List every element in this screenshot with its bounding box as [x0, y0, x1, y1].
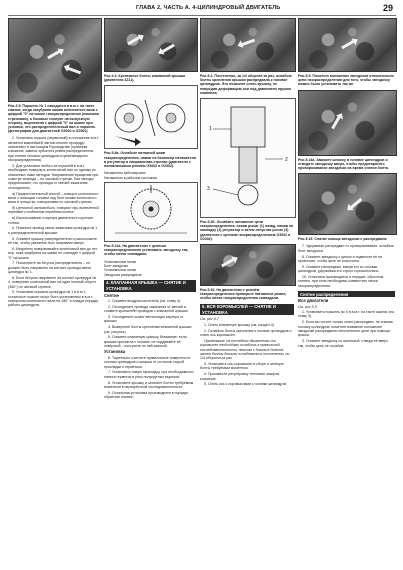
subheading: См. рис.5.7 — [200, 317, 219, 322]
caption-fig-5-2: Рис.5.2. Постепенно, за 1/4 оборота за раз, ослабьте болты крепления крышки распредвала к головке цилиндров. Это позволит снять крышку, не повредив деформацию оси под давлением пружин клапанов. — [200, 74, 293, 95]
photo-fig-4-4 — [104, 18, 198, 72]
caption-fig-5-14a: Рис.5.14а. Зажмите шпилку в головке цилиндров и отведите звездочку вверх, чтобы предотвратить проворачивание звездочки на время снятия болта. — [298, 157, 389, 171]
label-fig-5-6a: Натяжитель заблокирован — [104, 171, 146, 176]
photo-fig-3-5 — [8, 18, 102, 102]
paragraph: 8. Установите крышку и затяните болты требуемым моментом в перекрёстной последовательности. — [104, 380, 194, 389]
chain-tensioner-diagram — [201, 99, 295, 217]
paragraph: 3. Для установки любого из поршней в в.м.т. необходимо повернуть коленчатый вал по одному из описанных ниже методов. Направление вращения при осмотре спереди – по часовой стрелке. Все методы предполагают, что провода от свечей зажигания отсоединены. — [8, 163, 99, 190]
paragraph: 5. Снимите клапанную крышку. Внимание: если крышка прилипла к головке, не поддевайте её отвёрткой – постучите по ней киянкой. — [104, 335, 187, 349]
drawing-fig-5-6a — [104, 85, 198, 149]
arrow-icon — [221, 258, 235, 268]
column-3 — [200, 18, 294, 388]
subheading: Все двигатели — [298, 298, 329, 304]
column-1 — [8, 18, 100, 309]
paragraph: 9. Установив поршень цилиндра № 1 в в.м.т., остальные поршни могут быть установлены в в.м.т. поворотом коленчатого вала на 180° и следуя порядку работы цилиндров. — [8, 290, 99, 308]
arrow-icon — [127, 36, 141, 46]
arrow-icon — [67, 67, 81, 75]
chapter-title: ГЛАВА 2, ЧАСТЬ А. 4-ЦИЛИНДРОВЫЙ ДВИГАТЕЛЬ — [136, 5, 281, 11]
svg-text:3: 3 — [207, 186, 210, 193]
svg-text:1: 1 — [209, 126, 212, 133]
photo-fig-5-5 — [298, 18, 397, 72]
paragraph: 7. Установите новую прокладку, при необходимости нанеся герметик в углы полукруглых вырезов. — [104, 370, 194, 379]
arrow-icon — [241, 39, 255, 47]
paragraph: 1. Снять клапанную крышку (см. раздел 4). — [204, 322, 275, 327]
paragraph: в) Использование стартера двигателя в короткие толчки. — [8, 216, 93, 225]
paragraph: 2. Ослабить болты крепления к головке цилиндров и снять ось коромысел. — [200, 328, 292, 337]
paragraph: 8. Если бегунок направлен на контакт цилиндра № 4, поверните коленчатый вал на один полный оборот (360°) по часовой стрелке. — [8, 275, 97, 289]
paragraph: 7. Посмотрите на бегунок распределителя – он должен быть направлен на контакт провода свечи цилиндра № 1. — [8, 261, 92, 275]
arrow-icon — [47, 50, 61, 60]
photo-fig-5-2 — [200, 18, 296, 72]
paragraph: 3. Снимите звездочку со шпилькой, отведя её вверх так, чтобы цепь не ослабла. — [298, 339, 389, 348]
page-header — [0, 0, 403, 16]
caption-fig-5-15: Рис.5.15. Снятие кольца звездочки с распредвала. — [298, 237, 388, 242]
caption-fig-5-5: Рис.5.5. Пометьте положение звездочки относительно цепи газораспределения для того, чтобы звездочку можно было установить так же. — [298, 74, 394, 87]
paragraph: 4. Произвести регулировку тепловых зазоров клапанов. — [200, 372, 280, 381]
drawing-fig-5-4b — [200, 98, 296, 218]
arrow-icon — [350, 198, 363, 209]
paragraph: 5. Снимите крышку распределителя и расположите её так, чтобы указатель был направлен вверх. — [8, 236, 98, 245]
label-fig-5-21a: Болт звездочки — [104, 263, 129, 268]
paragraph: б) Цепочный автомобиль: поворот при включённой передаче и поднятом переднем колесе. — [8, 206, 99, 215]
paragraph: 5. Снять ось с коромыслами с головки цилиндров. — [204, 382, 288, 387]
paragraph: 6. Медленно поворачивайте коленчатый вал до тех пор, пока зазубрина на шкиве не совпадёт с цифрой "0" на шкале. — [8, 246, 98, 260]
caption-fig-4-4: Рис.4.4. Крепежные болты клапанной крышки (двигатели 4Z11). — [104, 74, 186, 83]
paragraph: а) Предпочтительный способ – поворот коленчатого вала с помощью головки под болт шкива коленчатого вала и трещотки, поворачивая по часовой стрелке. — [8, 191, 99, 205]
arrow-icon — [331, 115, 341, 129]
caption-fig-5-6a: Рис.5.6а. Ослабьте натяжной шкив газораспределения, нажав на балансир натяжителя и регулятор в направлении стрелки (двигатели с поликлиновым ремнём G3002 и G2002). — [104, 151, 196, 169]
paragraph: Примечание: на последних двигателях ось коромысел необходимо ослабить в правильной последовательности, начиная с боковых болтов, затем болты должны ослабеваться постепенно, по 1/4 оборота за раз. — [200, 338, 290, 361]
section-heading: 4. КЛАПАННАЯ КРЫШКА — СНЯТИЕ И УСТАНОВКА — [104, 280, 196, 292]
subheading: Снятие — [104, 292, 119, 298]
paragraph: 4. Пометьте провод свечи зажигания цилиндра № 1 и распределительной крышке. — [8, 226, 98, 235]
paragraph: 2. Установка поршня (первичный) в положение в.м.т. является важнейшей частью многих процедур, описанных в настоящем Руководстве (проверка клапанов, замена зубчатого ремня распределителя, при снятии головки цилиндров и цепи/звездочек газораспределения). — [8, 136, 100, 163]
caption-fig-5-21a: Рис.5.21а. На двигателях с цепным газораспределением установить звездочку так, чтобы метки совпадали. — [104, 243, 189, 257]
header-rule — [8, 15, 396, 16]
svg-text:2: 2 — [285, 157, 288, 164]
paragraph: 8. Снимите звездочку с цепью и подвесьте её на проволоке, чтобы цепь не соскочила. — [298, 254, 383, 263]
paragraph: 2. Отсоедините провода зажигания от свечей и снимите кронштейн проводов с клапанной крышки. — [104, 304, 189, 314]
label-fig-5-6a: Натяжитель в рабочем состоянии — [104, 175, 158, 180]
caption-fig-5-4b: Рис.5.4б. Ослабить натяжение цепи газораспределения, отжав рычаг (1) назад, нажав на накладку (2) регулятор и затем отпустив рычаг (3) (двигатели с цепным газораспределением G3002 и G2002). — [200, 220, 294, 241]
paragraph: 3. Отсоедините шланг вентиляции картера от крышки. — [104, 315, 184, 324]
paragraph: 1. Снимите воздухоочиститель (см. главу 4). — [108, 299, 182, 304]
photo-fig-5-15 — [298, 173, 397, 235]
paragraph: 9. Остальная установка производится в порядке, обратном снятию. — [104, 390, 190, 400]
arrow-icon — [161, 44, 175, 54]
arrow-icon — [341, 40, 355, 50]
sprocket-diagram — [105, 183, 197, 241]
label-fig-5-21a: Установочные метки — [104, 259, 137, 264]
photo-fig-5-14a — [298, 90, 397, 156]
paragraph: 4. Выверните болты крепления клапанной крышки (см. рисунок). — [104, 325, 192, 334]
paragraph: 2. Если вы хотите только снять распредвал, не снимая головку цилиндров, пометьте взаимное положение звездочки распредвала относительно цепи при помощи краски. — [298, 320, 393, 338]
page-number: 29 — [382, 3, 393, 13]
paragraph: 1. Установить поршень № 4 в в.м.т. на такте сжатия (см. главу 3). — [298, 310, 395, 319]
paragraph: 6. Тщательно очистите привалочные поверхности головки цилиндров и крышки от остатков старой прокладки и герметика. — [104, 355, 191, 369]
column-4 — [298, 18, 395, 349]
paragraph: 7. Удерживая распредвал от проворачивания, ослабьте болт звездочки. — [298, 244, 394, 253]
drawing-fig-5-21a — [104, 182, 198, 242]
photo-fig-5-10 — [200, 244, 296, 286]
subheading: Установка — [104, 349, 126, 355]
tensioner-diagram — [105, 86, 197, 148]
label-fig-5-21a: Установочные метки — [104, 268, 137, 273]
figure-reference: См. рис.5.5 — [298, 304, 317, 309]
section-heading: Снятие распределения — [298, 291, 395, 297]
paragraph: 10. Установка производится в порядке, обратном снятию, при этом необходимо совместить метки газораспределения. — [298, 274, 384, 288]
paragraph: 9. Снимите распредвал, вынув его из головки цилиндров, удерживая его строго горизонтально. — [298, 264, 380, 274]
section-heading: 5. ВСЯ КОРОМЫСЛЕЙ — СНЯТИЕ И УСТАНОВКА — [200, 304, 294, 316]
paragraph: 3. Установить ось коромысел в сборе и затянуть болты требуемым моментом. — [200, 362, 285, 371]
label-fig-5-21a: Звездочка распредвала — [104, 272, 142, 277]
caption-fig-3-5: Рис.3.5. Поршень № 1 находится в в.м.т. на такте сжатия, когда зазубрина шкива коленчатого вала с цифрой "0" на шкале газораспределения (показано стрелками), а боковые смотрят на выпускную сторону, выровнена с цифрой "0" на шкале при условии, что распределительный вал и поршень (фотографии для двигателей G3002 и G2002) — [8, 104, 100, 134]
caption-fig-5-10: Рис.5.10. На двигателях с ремнём газораспределения проверьте натяжение ремня, чтобы метки газораспределения совпадали. — [200, 288, 287, 301]
column-2 — [104, 18, 196, 401]
